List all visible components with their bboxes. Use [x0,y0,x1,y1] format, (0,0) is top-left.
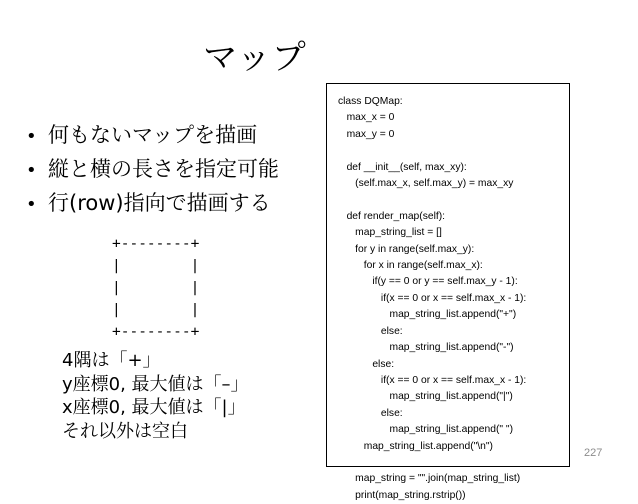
ascii-map-line: | | [112,280,200,296]
map-rules-notes [62,349,249,443]
code-line: max_y = 0 [338,128,395,140]
ascii-map-line: | | [112,302,200,318]
code-line: for x in range(self.max_x): [338,260,483,272]
code-line: map_string_list.append("+") [338,309,517,321]
ascii-map-line: | | [112,258,200,274]
code-line: map_string = "".join(map_string_list) [338,473,521,485]
code-line: def __init__(self, max_xy): [338,161,467,173]
note-line: x座標0, 最大値は「|」 [62,397,246,418]
ascii-map-line: +--------+ [112,324,200,340]
bullet-item [26,186,279,220]
code-line: else: [338,325,403,337]
code-line: else: [338,407,403,419]
ascii-map-line: +--------+ [112,236,200,252]
bullet-marker: • [26,194,37,215]
code-line: if(x == 0 or x == self.max_x - 1): [338,292,527,304]
note-line: それ以外は空白 [62,420,188,442]
code-line: map_string_list = [] [338,227,442,239]
code-box [326,83,570,501]
bullet-list [26,118,279,220]
code-line: max_x = 0 [338,112,395,124]
bullet-text: 縦と横の長さを指定可能 [48,157,279,181]
bullet-marker: • [26,126,37,147]
note-line: y座標0, 最大値は「–」 [62,373,249,395]
bullet-item [26,152,279,186]
code-line: class DQMap: [338,96,403,107]
code-line: map_string_list.append("|") [338,391,513,403]
code-line: else: [338,358,395,370]
bullet-text: 何もないマップを描画 [48,123,258,147]
ascii-map-example [112,233,199,343]
code-line: map_string_list.append("-") [338,342,514,354]
bullet-text: 行(row)指向で描画する [48,191,271,215]
code-line: def render_map(self): [338,210,446,222]
code-line: map_string_list.append("\n") [338,440,493,452]
code-line: if(x == 0 or x == self.max_x - 1): [338,374,527,386]
note-line: 4隅は「+」 [62,350,161,371]
code-line: (self.max_x, self.max_y) = max_xy [338,178,514,190]
slide-title: マップ [203,38,307,78]
bullet-marker: • [26,160,37,181]
code-line: map_string_list.append(" ") [338,424,513,436]
bullet-item [26,118,279,152]
code-line: if(y == 0 or y == self.max_y - 1): [338,276,518,288]
code-line: for y in range(self.max_y): [338,243,475,255]
code-line: print(map_string.rstrip()) [338,489,466,501]
page-number: 227 [584,447,603,459]
code-listing [338,94,569,504]
